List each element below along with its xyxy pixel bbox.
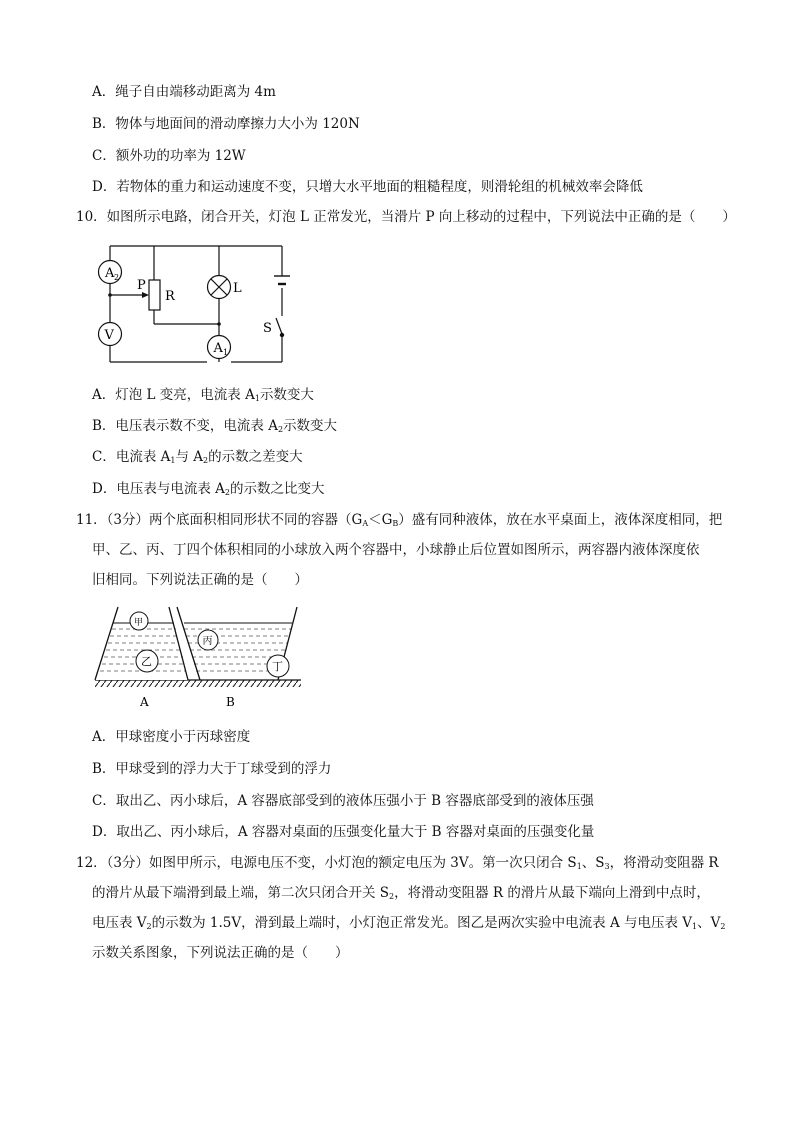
label-l: L — [233, 281, 242, 296]
q10-option-a: A．灯泡 L 变亮，电流表 $A_1$示数变大 — [92, 387, 314, 403]
svg-text:甲: 甲 — [134, 618, 144, 628]
q10-stem: 10．如图所示电路，闭合开关，灯泡 L 正常发光，当滑片 P 向上移动的过程中，下列说法中正确的是（ ） — [76, 209, 736, 225]
lamp-l — [208, 276, 231, 299]
q11-option-d: D．取出乙、丙小球后，A 容器对桌面的压强变化量大于 B 容器对桌面的压强变化量 — [92, 824, 595, 840]
svg-text:1: 1 — [223, 348, 229, 357]
svg-text:丁: 丁 — [272, 660, 283, 673]
table-hatching — [95, 680, 301, 687]
q9-option-b: B．物体与地面间的滑动摩擦力大小为 120N — [92, 116, 360, 132]
q11-stem-line-1: 11．（3分）两个底面积相同形状不同的容器$(G_A<G_B)$盛有同种液体，放在水平桌面上，液体深度相同，把 — [76, 512, 723, 528]
q11-option-c: C．取出乙、丙小球后，A 容器底部受到的液体压强小于 B 容器底部受到的液体压强 — [92, 793, 594, 809]
label-container-b: B — [226, 695, 235, 709]
q10-option-c: C．电流表 $A_1$与 $A_2$的示数之差变大 — [92, 449, 303, 465]
q11-containers-diagram — [92, 603, 304, 713]
q11-option-b: B．甲球受到的浮力大于丁球受到的浮力 — [92, 761, 332, 777]
ball-jia — [130, 612, 148, 630]
svg-text:乙: 乙 — [141, 655, 152, 668]
label-s: S — [263, 321, 272, 336]
q12-stem-line-1: 12．（3分）如图甲所示，电源电压不变，小灯泡的额定电压为 3V。第一次只闭合 $S_1$、$S_3$，将滑动变阻器 R — [76, 855, 719, 871]
q11-option-a: A．甲球密度小于丙球密度 — [92, 729, 251, 745]
ball-yi — [136, 650, 158, 672]
q11-stem-line-2: 甲、乙、丙、丁四个体积相同的小球放入两个容器中，小球静止后位置如图所示，两容器内液体深度依 — [92, 542, 700, 558]
q12-stem-line-2: 的滑片从最下端滑到最上端，第二次只闭合开关 $S_2$，将滑动变阻器 R 的滑片从最下端向上滑到中点时， — [92, 885, 710, 901]
svg-text:2: 2 — [114, 273, 120, 282]
q9-option-d: D．若物体的重力和运动速度不变，只增大水平地面的粗糙程度，则滑轮组的机械效率会降低 — [92, 179, 643, 195]
q9-option-a: A．绳子自由端移动距离为 4m — [92, 84, 276, 100]
q12-stem-line-4: 示数关系图象，下列说法正确的是（ ） — [92, 945, 349, 961]
voltmeter-v — [99, 323, 122, 346]
q9-option-c: C．额外功的功率为 12W — [92, 148, 246, 164]
q10-option-d: D．电压表与电流表 $A_2$的示数之比变大 — [92, 481, 325, 497]
q10-circuit-diagram — [90, 238, 300, 368]
svg-text:丙: 丙 — [202, 636, 213, 647]
ball-ding — [267, 655, 289, 677]
svg-text:A: A — [213, 341, 223, 356]
ammeter-a2 — [99, 261, 122, 284]
ammeter-a1 — [208, 336, 231, 359]
q10-option-b: B．电压表示数不变，电流表 $A_2$示数变大 — [92, 418, 338, 434]
label-container-a: A — [140, 695, 149, 709]
q11-stem-line-3: 旧相同。下列说法正确的是（ ） — [92, 572, 308, 588]
svg-text:A: A — [105, 266, 115, 281]
svg-text:V: V — [104, 328, 114, 343]
q12-stem-line-3: 电压表 $V_2$的示数为 1.5V，滑到最上端时，小灯泡正常发光。图乙是两次实验中电流表 A 与电压表 $V_1$、$V_2$ — [92, 915, 726, 931]
ball-bing — [198, 630, 218, 650]
label-p: P — [137, 278, 146, 293]
label-r: R — [165, 289, 175, 304]
rheostat-resistor — [149, 280, 160, 310]
